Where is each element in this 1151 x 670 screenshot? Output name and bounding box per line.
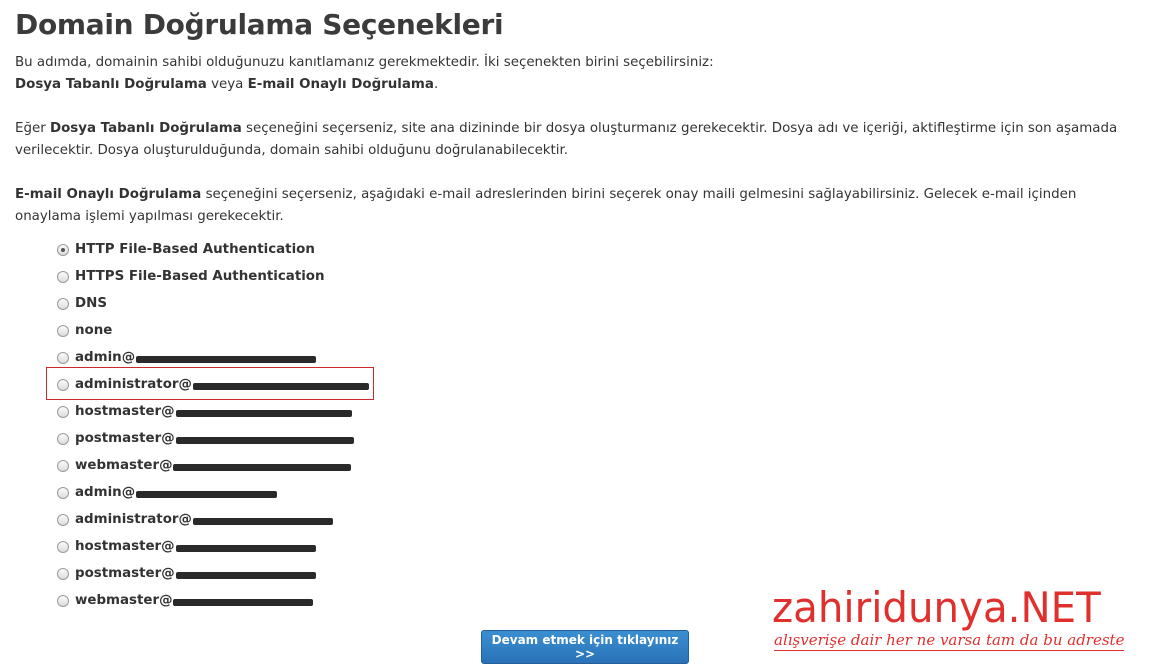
option-label: none: [75, 323, 113, 338]
redacted-domain: [136, 491, 277, 498]
redacted-domain: [176, 437, 354, 444]
redacted-domain: [173, 599, 313, 606]
intro-period: .: [433, 77, 439, 92]
page-title: Domain Doğrulama Seçenekleri: [15, 8, 504, 41]
intro-text: Bu adımda, domainin sahibi olduğunuzu kanıtlamanız gerekmektedir. İki seçenekten birini seçebilirsiniz:: [15, 55, 714, 70]
highlight-box: [46, 367, 374, 400]
file-info-bold: Dosya Tabanlı Doğrulama: [49, 121, 242, 136]
redacted-domain: [176, 545, 316, 552]
option-label: administrator@: [75, 512, 192, 527]
radio-button[interactable]: [57, 406, 69, 418]
intro-paragraph: [15, 52, 1145, 96]
option-label: webmaster@: [75, 458, 173, 473]
file-info-text: seçeneğini seçerseniz, site ana dizininde bir dosya oluşturmanız gerekecektir. Dosya adı ve içeriği, aktifleştirme için son aşamada verilecektir. Dosya oluşturulduğunda, domain sahibi olduğunu doğrulanabilecektir.: [15, 121, 1118, 158]
watermark: [772, 583, 1142, 651]
option-email[interactable]: [57, 560, 369, 587]
file-info-paragraph: [15, 118, 1145, 162]
option-label: hostmaster@: [75, 404, 175, 419]
redacted-domain: [136, 356, 316, 363]
email-info-paragraph: [15, 184, 1145, 228]
radio-button[interactable]: [57, 595, 69, 607]
option-label: administrator@: [75, 377, 192, 392]
radio-button[interactable]: [57, 298, 69, 310]
file-info-prefix: Eğer: [15, 121, 50, 136]
radio-button[interactable]: [57, 514, 69, 526]
option-label: postmaster@: [75, 566, 175, 581]
intro-connector: veya: [206, 77, 248, 92]
redacted-domain: [176, 410, 352, 417]
option-label: admin@: [75, 350, 136, 365]
option-label: DNS: [75, 296, 107, 311]
continue-button[interactable]: Devam etmek için tıklayınız >>: [481, 630, 689, 664]
option-https[interactable]: [57, 263, 369, 290]
redacted-domain: [193, 518, 333, 525]
option-email[interactable]: [57, 452, 369, 479]
option-none[interactable]: [57, 317, 369, 344]
option-email[interactable]: [57, 479, 369, 506]
redacted-domain: [176, 572, 316, 579]
option-label: admin@: [75, 485, 136, 500]
option-email[interactable]: [57, 425, 369, 452]
radio-button[interactable]: [57, 433, 69, 445]
watermark-tagline: alışverişe dair her ne varsa tam da bu adreste: [774, 631, 1125, 649]
option-http[interactable]: [57, 236, 369, 263]
option-dns[interactable]: [57, 290, 369, 317]
verification-options: [57, 236, 369, 614]
radio-button[interactable]: [57, 271, 69, 283]
option-label: hostmaster@: [75, 539, 175, 554]
option-email[interactable]: [57, 506, 369, 533]
radio-button[interactable]: [57, 541, 69, 553]
redacted-domain: [173, 464, 351, 471]
email-info-text: seçeneğini seçerseniz, aşağıdaki e-mail adreslerinden birini seçerek onay maili gelmesini sağlayabilirsiniz. Gelecek e-mail içinden onaylama işlemi yapılması gerekecektir.: [15, 187, 1077, 224]
option-label: HTTPS File-Based Authentication: [75, 269, 325, 284]
email-info-bold: E-mail Onaylı Doğrulama: [15, 187, 202, 202]
option-email[interactable]: [57, 533, 369, 560]
radio-button[interactable]: [57, 568, 69, 580]
option-label: HTTP File-Based Authentication: [75, 242, 315, 257]
radio-button[interactable]: [57, 325, 69, 337]
radio-button[interactable]: [57, 460, 69, 472]
radio-button[interactable]: [57, 487, 69, 499]
intro-option-email: E-mail Onaylı Doğrulama: [247, 77, 434, 92]
intro-option-file: Dosya Tabanlı Doğrulama: [15, 77, 207, 92]
watermark-logo: zahiridunya.NET: [772, 583, 1101, 632]
option-email[interactable]: [57, 398, 369, 425]
radio-button[interactable]: [57, 244, 69, 256]
radio-button[interactable]: [57, 352, 69, 364]
option-email[interactable]: [57, 587, 369, 614]
option-label: postmaster@: [75, 431, 175, 446]
option-label: webmaster@: [75, 593, 173, 608]
